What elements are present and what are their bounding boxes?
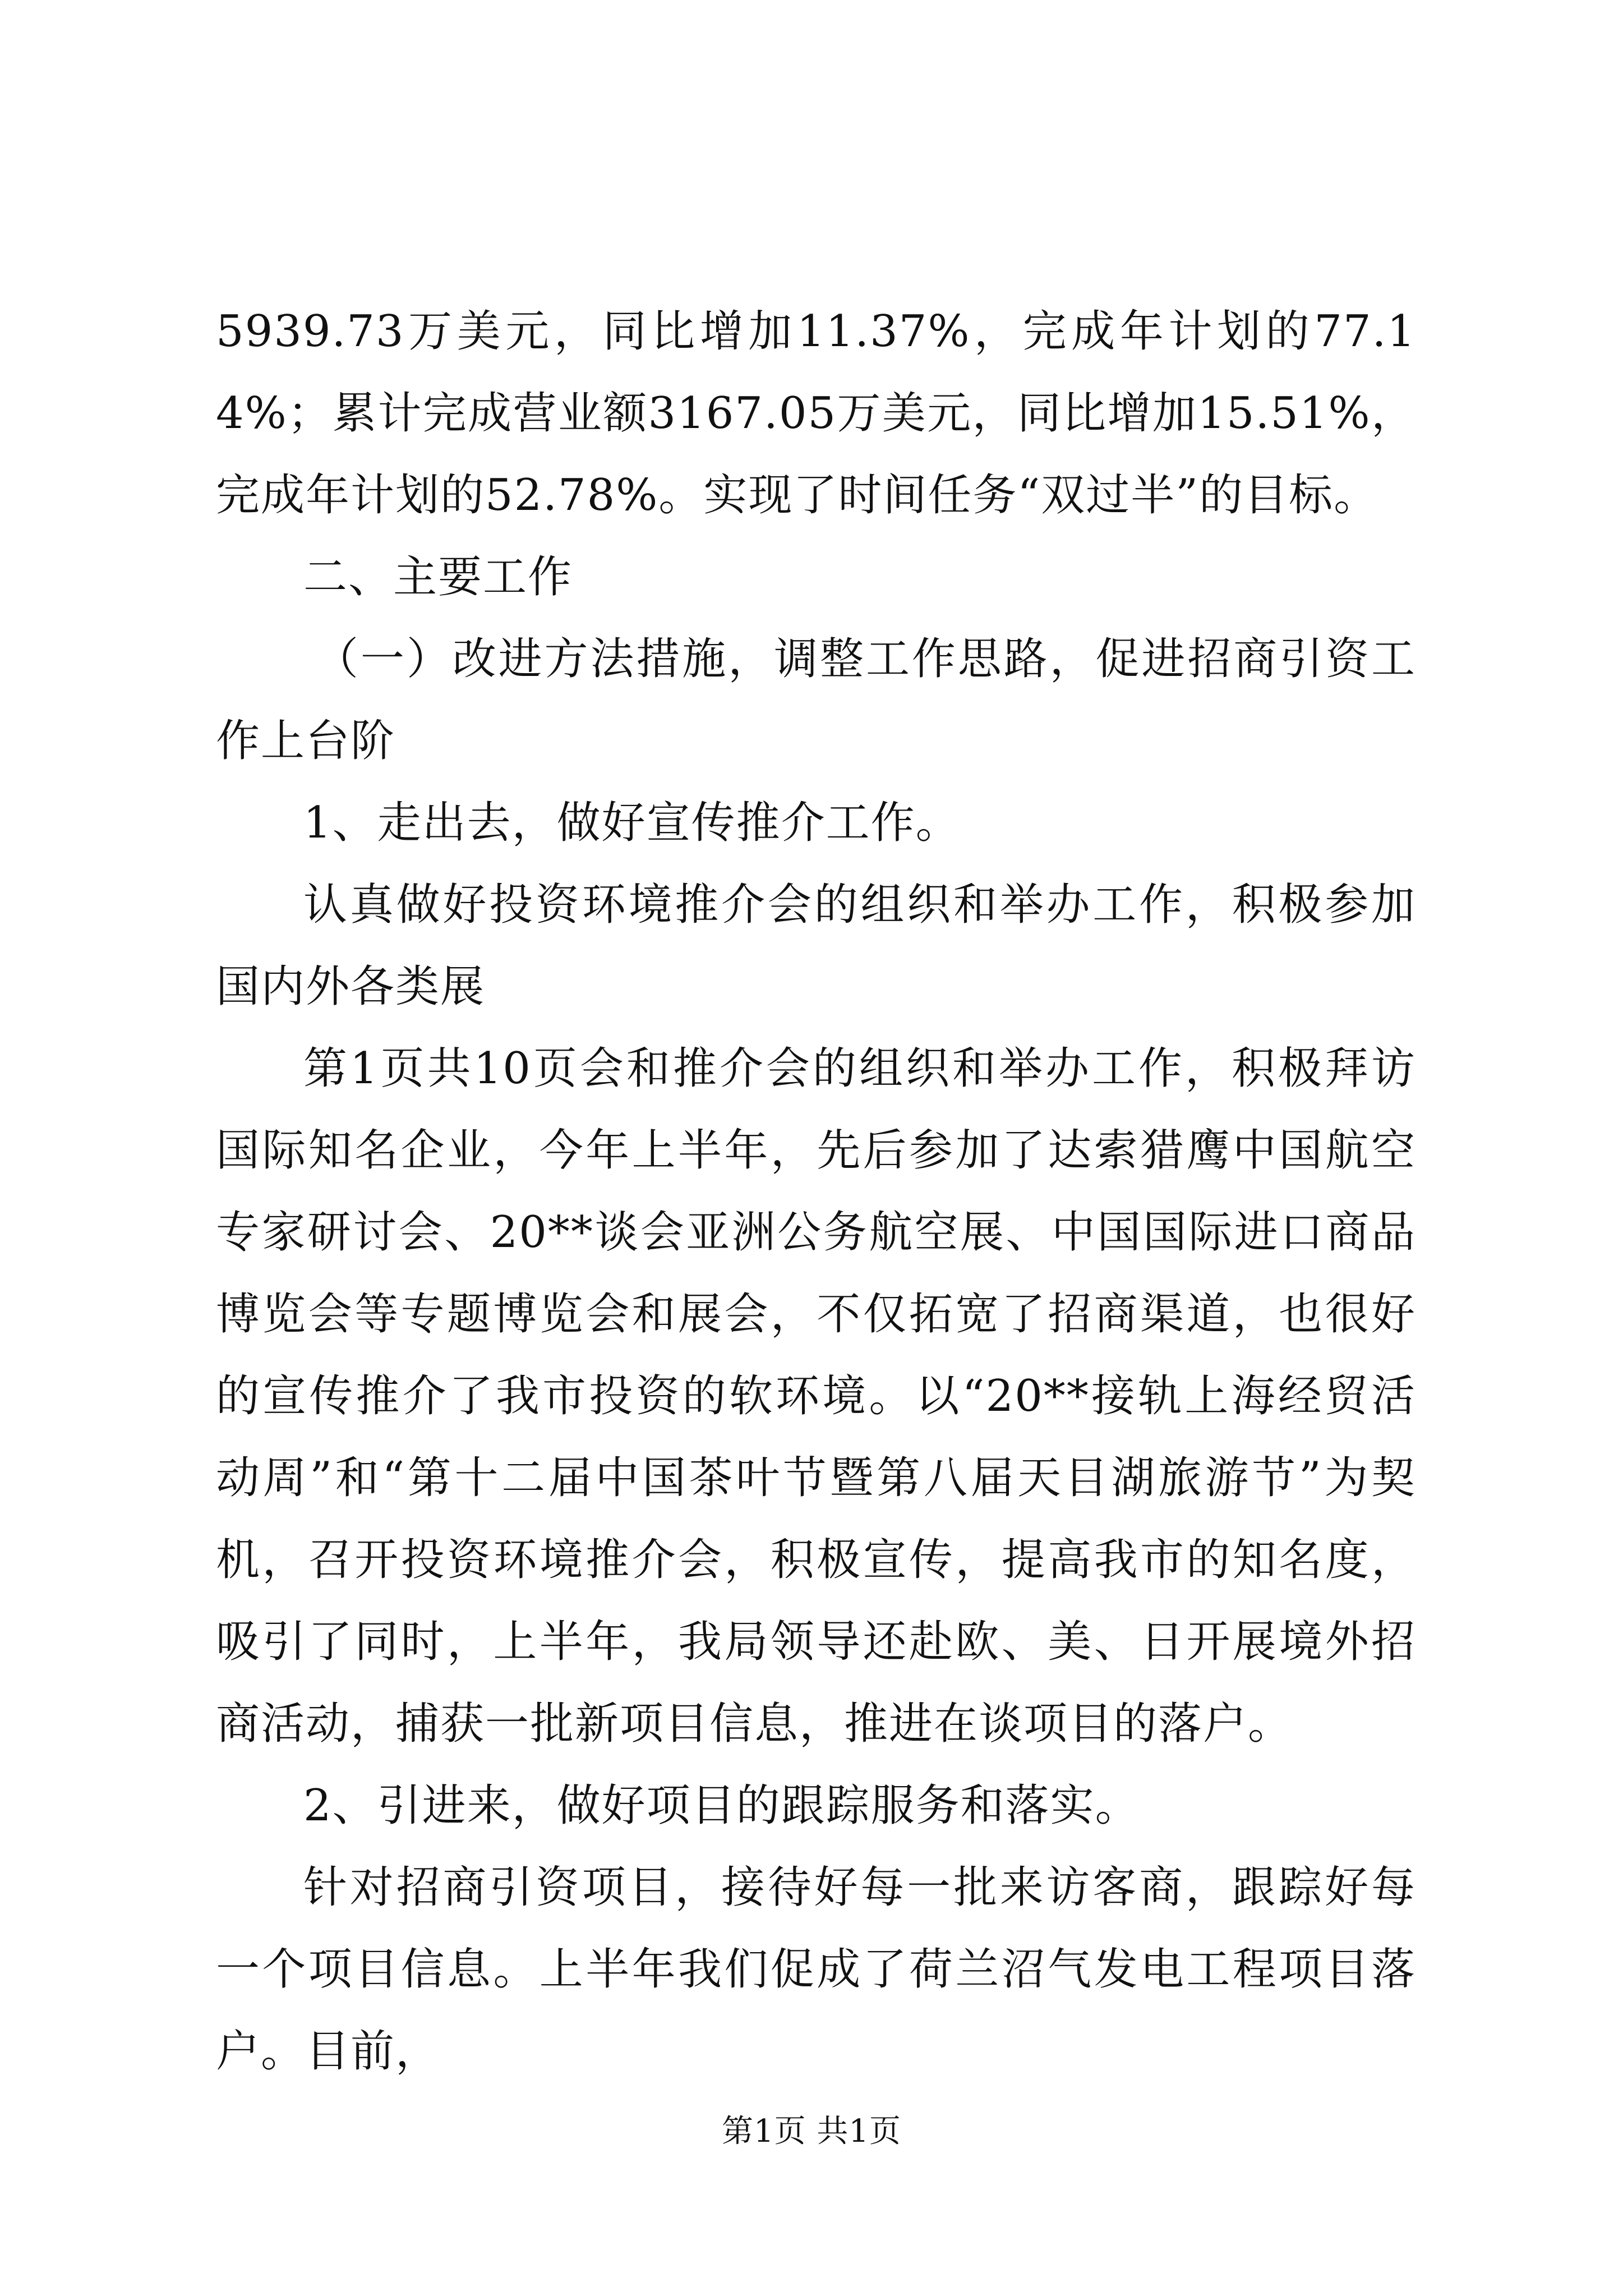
paragraph-1: 5939.73万美元，同比增加11.37%，完成年计划的77.14%；累计完成营业额3167.05万美元，同比增加15.51%，完成年计划的52.78%。实现了时间任务“双过半”的目标。 xyxy=(216,306,1416,521)
document-body xyxy=(216,291,1416,2092)
item-heading-1: 1、走出去，做好宣传推介工作。 xyxy=(303,798,961,848)
paragraph-2: 认真做好投资环境推介会的组织和举办工作，积极参加国内外各类展 xyxy=(216,880,1416,1012)
item-heading-2: 2、引进来，做好项目的跟踪服务和落实。 xyxy=(303,1780,1140,1831)
page-footer: 第1页 共1页 xyxy=(721,2113,902,2150)
subsection-heading-1: （一）改进方法措施，调整工作思路，促进招商引资工作上台阶 xyxy=(216,634,1416,766)
paragraph-3: 第1页共10页会和推介会的组织和举办工作，积极拜访国际知名企业，今年上半年，先后参加了达索猎鹰中国航空专家研讨会、20**谈会亚洲公务航空展、中国国际进口商品博览会等专题博览会和展会，不仅拓宽了招商渠道，也很好的宣传推介了我市投资的软环境。以“20**接轨上海经贸活动周”和“第十二届中国茶叶节暨第八届天目湖旅游节”为契机，召开投资环境推介会，积极宣传，提高我市的知名度，吸引了同时，上半年，我局领导还赴欧、美、日开展境外招商活动，捕获一批新项目信息，推进在谈项目的落户。 xyxy=(216,1043,1416,1749)
paragraph-4: 针对招商引资项目，接待好每一批来访客商，跟踪好每一个项目信息。上半年我们促成了荷兰沼气发电工程项目落户。目前， xyxy=(216,1862,1416,2077)
section-heading-main-work: 二、主要工作 xyxy=(303,552,573,602)
